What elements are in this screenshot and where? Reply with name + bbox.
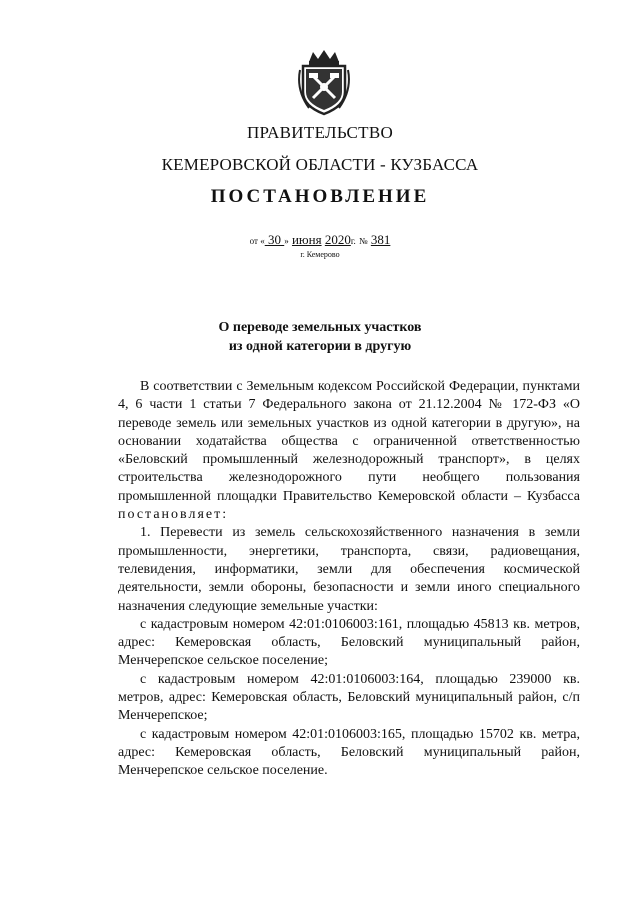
document-number: 381 <box>370 232 391 247</box>
item-1-paragraph: 1. Перевести из земель сельскохозяйственного назначения в земли промышленности, энергетики, транспорта, связи, радиовещания, телевидения, информатики, земли для обеспечения космической деятельности, земли обороны, безопасности и земли иного специального назначения следующие земельные участки: <box>118 525 580 614</box>
date-day: 30 <box>267 232 281 247</box>
title-line-1: О переводе земельных участков <box>218 320 422 335</box>
date-day-close: » <box>284 236 289 246</box>
date-number-line <box>0 232 640 248</box>
plot-1-paragraph: с кадастровым номером 42:01:0106003:161, площадью 45813 кв. метров, адрес: Кемеровская область, Беловский муниципальный район, Менчерепское сельское поселение; <box>118 616 580 669</box>
date-month: июня <box>291 232 322 247</box>
title-line-2: из одной категории в другую <box>228 339 412 354</box>
year-suffix: г. <box>350 236 356 246</box>
region-heading: КЕМЕРОВСКОЙ ОБЛАСТИ - КУЗБАССА <box>161 155 479 174</box>
plot-3-paragraph: с кадастровым номером 42:01:0106003:165, площадью 15702 кв. метра, адрес: Кемеровская область, Беловский муниципальный район, Менчерепское сельское поселение. <box>118 726 580 779</box>
coat-of-arms-icon <box>295 48 353 116</box>
preamble-paragraph: В соответствии с Земельным кодексом Российской Федерации, пунктами 4, 6 части 1 статьи 7 Федерального закона от 21.12.2004 № 172-ФЗ «О переводе земель или земельных участков из одной категории в другую», на основании ходатайства общества с ограниченной ответственностью «Беловский промышленный железнодорожный транспорт», в целях строительства железнодорожного пути необщего пользования промышленной площадки Правительство Кемеровской области – Кузбасса постановляет: <box>118 379 580 523</box>
date-year: 2020 <box>324 232 351 247</box>
document-title <box>0 318 640 356</box>
government-heading: ПРАВИТЕЛЬСТВО <box>246 123 394 142</box>
document-type-heading: ПОСТАНОВЛЕНИЕ <box>210 186 430 207</box>
date-prefix: от « <box>249 236 265 246</box>
plot-2-paragraph: с кадастровым номером 42:01:0106003:164, площадью 239000 кв. метров, адрес: Кемеровская область, Беловский муниципальный район, с/п Менчерепское; <box>118 671 580 724</box>
number-label: № <box>359 236 368 246</box>
city-label: г. Кемерово <box>300 250 340 259</box>
document-body <box>118 378 580 781</box>
resolves-word: постановляет: <box>118 507 229 523</box>
